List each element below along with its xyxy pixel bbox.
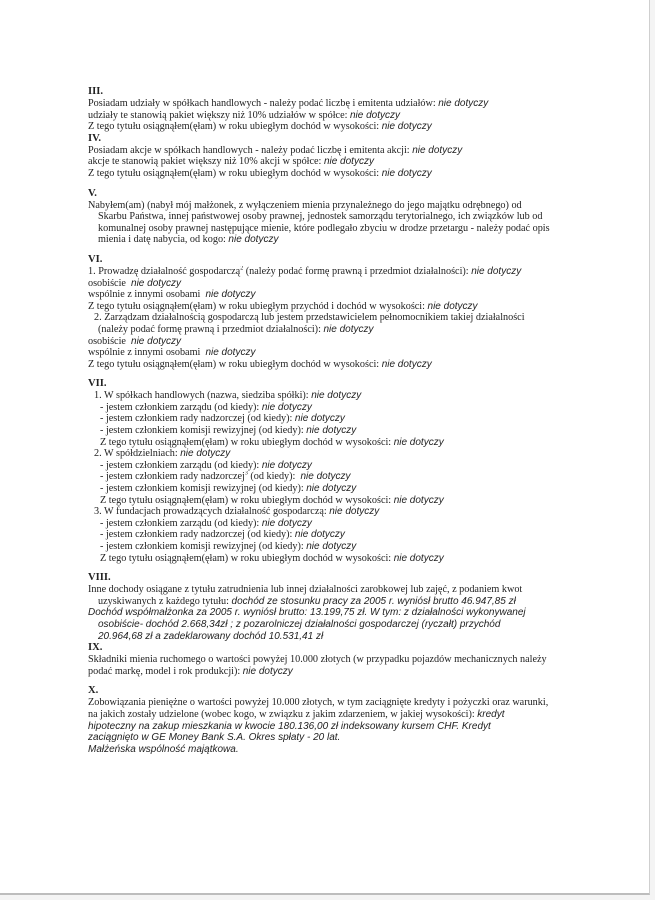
acquired-line-1: Nabyłem(am) (nabył mój małżonek, z wyłączeniem mienia przynależnego do jego majątku odrębnego) od	[88, 199, 522, 211]
liabilities-line-4: zaciągnięto w GE Money Bank S.A. Okres spłaty - 20 lat.	[88, 732, 341, 744]
manage-joint-line: wspólnie z innymi osobami nie dotyczy	[88, 347, 256, 359]
manage-line-2: (należy podać formę prawną i przedmiot działalności): nie dotyczy	[98, 323, 374, 335]
section-x-heading: X.	[88, 685, 99, 697]
business-answer: nie dotyczy	[471, 265, 522, 277]
companies-board: - jestem członkiem zarządu (od kiedy): nie dotyczy	[100, 401, 312, 413]
other-income-line-1: Inne dochody osiągane z tytułu zatrudnienia lub innej działalności zarobkowej lub zajęć, z podaniem kwot	[88, 584, 523, 596]
declaration-content	[88, 86, 568, 755]
acquired-line-2: Skarbu Państwa, innej państwowej osoby prawnej, jednostek samorządu terytorialnego, ich związków lub od	[98, 211, 543, 223]
section-v	[88, 188, 568, 246]
stocks-income-answer: nie dotyczy	[381, 167, 432, 179]
manage-income-line: Z tego tytułu osiągnąłem(ęłam) w roku ubiegłym dochód w wysokości: nie dotyczy	[88, 358, 432, 370]
shares-income-answer: nie dotyczy	[381, 121, 432, 133]
section-vi-heading: VI.	[88, 253, 103, 265]
movable-line-2: podać markę, model i rok produkcji): nie dotyczy	[88, 665, 293, 677]
business-line: 1. Prowadzę działalność gospodarczą$^2$ (należy podać formę prawną i przedmiot działalności): nie dotyczy	[88, 265, 522, 277]
companies-line: 1. W spółkach handlowych (nazwa, siedziba spółki): nie dotyczy	[94, 390, 362, 402]
shares-income-line: Z tego tytułu osiągnąłem(ęłam) w roku ubiegłym dochód w wysokości: nie dotyczy	[88, 121, 432, 133]
cooperatives-line: 2. W spółdzielniach: nie dotyczy	[94, 448, 231, 460]
coop-income: Z tego tytułu osiągnąłem(ęłam) w roku ubiegłym dochód w wysokości: nie dotyczy	[100, 494, 444, 506]
liabilities-line-2: na jakich zostały udzielone (wobec kogo, w związku z jakim zdarzeniem, w jakiej wysokości): kredyt	[88, 708, 505, 720]
business-income-line: Z tego tytułu osiągnąłem(ęłam) w roku ubiegłym przychód i dochód w wysokości: nie dotyczy	[88, 300, 478, 312]
business-joint-line: wspólnie z innymi osobami nie dotyczy	[88, 289, 256, 301]
section-iii	[88, 86, 568, 133]
acquired-answer: nie dotyczy	[228, 234, 279, 246]
section-viii-heading: VIII.	[88, 572, 111, 584]
coop-board: - jestem członkiem zarządu (od kiedy): nie dotyczy	[100, 459, 312, 471]
liabilities-line-1: Zobowiązania pieniężne o wartości powyżej 10.000 złotych, w tym zaciągnięte kredyty i pożyczki oraz warunki,	[88, 697, 549, 709]
stocks-line: Posiadam akcje w spółkach handlowych - należy podać liczbę i emitenta akcji: nie dotyczy	[88, 144, 463, 156]
section-v-heading: V.	[88, 187, 97, 199]
shares-line: Posiadam udziały w spółkach handlowych - należy podać liczbę i emitenta udziałów: nie dotyczy	[88, 98, 489, 109]
liabilities-line-3: hipoteczny na zakup mieszkania w kwocie 180.136,00 zł indeksowany kursem CHF. Kredyt	[88, 720, 491, 732]
spouse-income-line-2: osobiście- dochód 2.668,34zł ; z pozarolniczej działalności gospodarczej (ryczałt) przychód	[98, 618, 501, 630]
stocks-income-line: Z tego tytułu osiągnąłem(ęłam) w roku ubiegłym dochód w wysokości: nie dotyczy	[88, 167, 432, 179]
found-income: Z tego tytułu osiągnąłem(ęłam) w roku ubiegłym dochód w wysokości: nie dotyczy	[100, 552, 444, 564]
found-supervisory: - jestem członkiem rady nadzorczej (od kiedy): nie dotyczy	[100, 529, 345, 541]
section-iv	[88, 133, 568, 180]
foundations-line: 3. W fundacjach prowadzących działalność gospodarczą: nie dotyczy	[94, 506, 380, 518]
other-income-line-2: uzyskiwanych z każdego tytułu: dochód ze stosunku pracy za 2005 r. wyniósł brutto 46.947,85 zł	[98, 595, 516, 607]
acquired-line-3: komunalnej osoby prawnej następujące mienie, które podlegało zbyciu w drodze przetargu - należy podać opis	[98, 222, 550, 234]
companies-supervisory: - jestem członkiem rady nadzorczej (od kiedy): nie dotyczy	[100, 413, 345, 425]
business-personal-line: osobiście nie dotyczy	[88, 277, 182, 289]
section-ix	[88, 642, 568, 677]
section-viii	[88, 572, 568, 642]
spouse-income-line-1: Dochód współmałżonka za 2005 r. wyniósł brutto: 13.199,75 zł. W tym: z działalności wykonywanej	[88, 607, 526, 619]
stocks-package-line: akcje te stanowią pakiet większy niż 10% akcji w spółce: nie dotyczy	[88, 156, 374, 168]
section-ix-heading: IX.	[88, 642, 103, 654]
shares-answer: nie dotyczy	[438, 98, 489, 109]
shares-package-answer: nie dotyczy	[349, 109, 401, 121]
found-board: - jestem członkiem zarządu (od kiedy): nie dotyczy	[100, 517, 312, 529]
acquired-line-4: mienia i datę nabycia, od kogo: nie dotyczy	[98, 234, 279, 246]
section-vi	[88, 254, 568, 370]
manage-personal-line: osobiście nie dotyczy	[88, 335, 182, 347]
stocks-package-answer: nie dotyczy	[323, 156, 374, 168]
section-x	[88, 685, 568, 755]
spouse-income-line-3: 20.964,68 zł a zadeklarowany dochód 10.531,41 zł	[98, 630, 324, 642]
section-iv-heading: IV.	[88, 132, 102, 144]
stocks-answer: nie dotyczy	[412, 144, 463, 156]
shares-package-line: udziały te stanowią pakiet większy niż 10% udziałów w spółce: nie dotyczy	[88, 109, 401, 121]
manage-line-1: 2. Zarządzam działalnością gospodarczą lub jestem przedstawicielem pełnomocnikiem takiej działalności	[94, 312, 525, 324]
coop-supervisory: - jestem członkiem rady nadzorczej$^3$ (od kiedy): nie dotyczy	[100, 471, 351, 483]
movable-line-1: Składniki mienia ruchomego o wartości powyżej 10.000 złotych (w przypadku pojazdów mechanicznych należy	[88, 654, 547, 666]
section-vii-heading: VII.	[88, 378, 107, 390]
companies-audit: - jestem członkiem komisji rewizyjnej (od kiedy): nie dotyczy	[100, 425, 357, 437]
section-iii-heading: III.	[88, 86, 104, 97]
companies-income: Z tego tytułu osiągnąłem(ęłam) w roku ubiegłym dochód w wysokości: nie dotyczy	[100, 436, 444, 448]
coop-audit: - jestem członkiem komisji rewizyjnej (od kiedy): nie dotyczy	[100, 483, 357, 495]
liabilities-line-5: Małżeńska wspólność majątkowa.	[88, 743, 239, 755]
found-audit: - jestem członkiem komisji rewizyjnej (od kiedy): nie dotyczy	[100, 541, 357, 552]
section-vii	[88, 378, 568, 564]
